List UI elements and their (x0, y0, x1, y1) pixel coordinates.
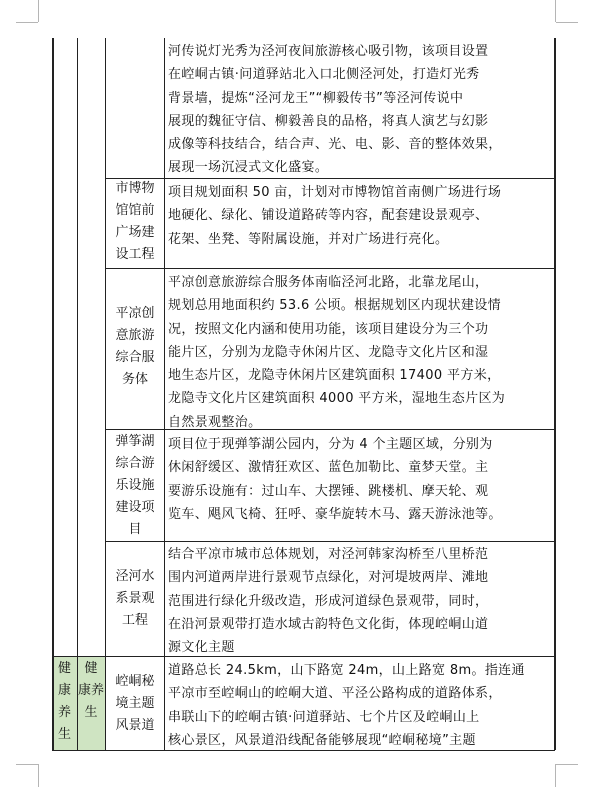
table-line-row2-bottom (105, 268, 555, 269)
table-line-col2 (77, 38, 78, 750)
row2-project-name: 市博物 馆馆前 广场建 设工程 (115, 181, 155, 262)
row4-project-name: 弹筝湖 综合游 乐设施 建设项 目 (115, 434, 155, 537)
row5-project-name: 泾河水 系景观 工程 (115, 569, 155, 628)
row1-project-name (106, 40, 164, 176)
row2-project-description: 项目规划面积 50 亩，计划对市博物馆首南侧广场进行场 地硬化、绿化、铺设道路砖等内容，配套建设景观亭、 花架、坐凳、等附属设施，并对广场进行亮化。 (168, 185, 502, 247)
row1-project-description: 河传说灯光秀为泾河夜间旅游核心吸引物，该项目设置 在崆峒古镇·问道驿站北入口北侧泾河处，打造灯光秀 背景墙，提炼“泾河龙王”“柳毅传书”等泾河传说中 展现的魏征守信、柳毅善良的品格，将真人演艺与幻影 成像等科技结合，结合声、光、电、影、音的整体效果， 展现一场沉浸式文化盛宴。 (168, 44, 502, 176)
table-line-row4-bottom (105, 541, 555, 542)
subcategory-health: 健 康养 生 (77, 661, 104, 720)
table-line-row1-bottom (105, 178, 555, 179)
row3-project-description: 平凉创意旅游综合服务体南临泾河北路，北靠龙尾山， 规划总用地面积约 53.6 公顷。根据规划区内现状建设情 况，按照文化内涵和使用功能，该项目建设分为三个功 能片区，分别为龙隐寺休闲片区、龙隐寺文化片区和湿 地生态片区，龙隐寺休闲片区建筑面积 17400 平方米， 龙隐寺文化片区建筑面积 4000 平方米，湿地生态片区为 自然景观整治。 (168, 275, 506, 429)
table-line-row3-bottom (105, 429, 555, 430)
table-line-bottom (52, 750, 555, 751)
table-line-col4 (164, 38, 165, 750)
table-line-left (52, 38, 54, 750)
table-line-right (554, 38, 556, 750)
row5-project-description: 结合平凉市城市总体规划，对泾河韩家沟桥至八里桥范 围内河道两岸进行景观节点绿化，对河堤坡两岸、滩地 范围进行绿化升级改造，形成河道绿色景观带，同时， 在沿河景观带打造水域古韵特色文化街，体现崆峒山道 源文化主题 (168, 547, 489, 656)
category-health: 健康 养生 (57, 661, 71, 742)
row6-project-name: 崆峒秘 境主题 风景道 (115, 674, 155, 733)
table-line-row5-bottom (52, 656, 555, 657)
row4-project-description: 项目位于现弹筝湖公园内，分为 4 个主题区域，分别为 休闲舒缓区、激情狂欢区、蓝色加勒比、童梦天堂。主 要游乐设施有：过山车、大摆锤、跳楼机、摩天轮、观 览车、飓风飞椅、狂呼、豪华旋转木马、露天游泳池等。 (168, 437, 502, 522)
row3-project-name: 平凉创 意旅游 综合服 务体 (115, 306, 155, 387)
row6-project-description: 道路总长 24.5km，山下路宽 24m，山上路宽 8m。指连通 平凉市至崆峒山的崆峒大道、平泾公路构成的道路体系， 串联山下的崆峒古镇·问道驿站、七个片区及崆峒山上 核心景区，风景道沿线配备能够展现“崆峒秘境”主题 (168, 663, 525, 748)
